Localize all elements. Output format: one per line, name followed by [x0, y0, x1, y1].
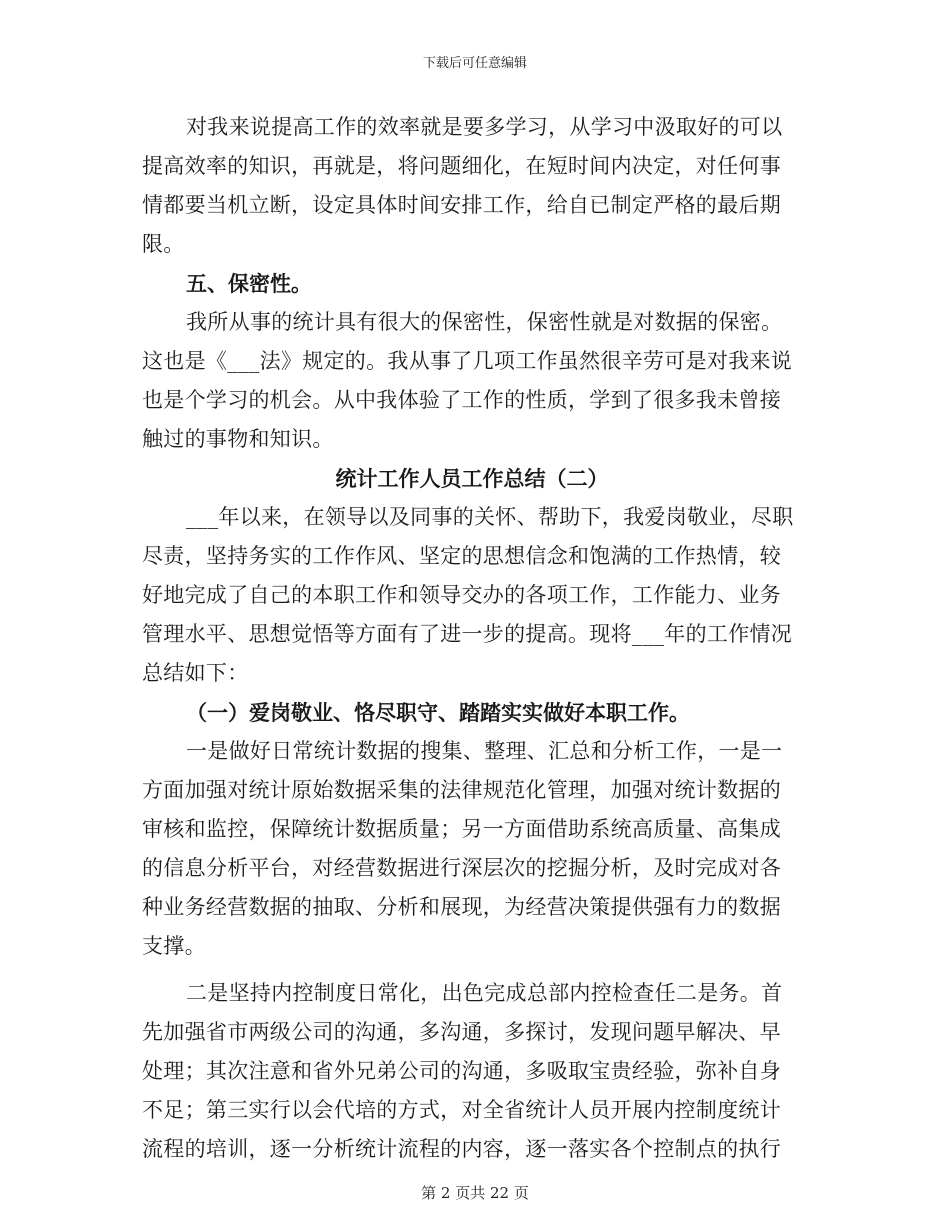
- text-line: 尽责，坚持务实的工作作风、坚定的思想信念和饱满的工作热情，较: [142, 544, 781, 568]
- document-title: 统计工作人员工作总结（二）: [335, 466, 609, 491]
- text-line: 处理；其次注意和省外兄弟公司的沟通，多吸取宝贵经验，弥补自身: [142, 1059, 781, 1083]
- text-line: 一是做好日常统计数据的搜集、整理、汇总和分析工作，一是一: [186, 739, 783, 763]
- text-line: 总结如下：: [142, 661, 249, 685]
- text-line: 对我来说提高工作的效率就是要多学习，从学习中汲取好的可以: [186, 115, 783, 139]
- text-line: 流程的培训，逐一分析统计流程的内容，逐一落实各个控制点的执行: [142, 1137, 781, 1161]
- document-body: [142, 108, 802, 1169]
- text-line: 支撑。: [142, 934, 206, 958]
- text-line: 二是坚持内控制度日常化，出色完成总部内控检查任二是务。首: [186, 981, 783, 1005]
- text-line: 种业务经营数据的抽取、分析和展现，为经营决策提供强有力的数据: [142, 895, 781, 919]
- text-line: 的信息分析平台，对经营数据进行深层次的挖掘分析，及时完成对各: [142, 856, 781, 880]
- paragraph-intro: [142, 498, 802, 693]
- section-heading-dedication: （一）爱岗敬业、恪尽职守、踏踏实实做好本职工作。: [186, 700, 690, 725]
- text-line: 不足；第三实行以会代培的方式，对全省统计人员开展内控制度统计: [142, 1098, 781, 1122]
- paragraph-efficiency: [142, 108, 802, 264]
- paragraph-confidentiality: [142, 303, 802, 459]
- text-line: 我所从事的统计具有很大的保密性，保密性就是对数据的保密。: [186, 310, 783, 334]
- text-line: 方面加强对统计原始数据采集的法律规范化管理，加强对统计数据的: [142, 778, 781, 802]
- section-heading-confidentiality: 五、保密性。: [186, 271, 312, 296]
- text-line: 这也是《___法》规定的。我从事了几项工作虽然很辛劳可是对我来说: [142, 349, 793, 373]
- text-line: ___年以来，在领导以及同事的关怀、帮助下，我爱岗敬业，尽职: [186, 505, 794, 529]
- page-header: 下载后可任意编辑: [422, 56, 527, 71]
- text-line: 也是个学习的机会。从中我体验了工作的性质，学到了很多我未曾接: [142, 388, 781, 412]
- text-line: 触过的事物和知识。: [142, 427, 334, 451]
- text-line: 管理水平、思想觉悟等方面有了进一步的提高。现将___年的工作情况: [142, 622, 793, 646]
- text-line: 好地完成了自己的本职工作和领导交办的各项工作，工作能力、业务: [142, 583, 781, 607]
- text-line: 提高效率的知识，再就是，将问题细化，在短时间内决定，对任何事: [142, 154, 781, 178]
- text-line: 限。: [142, 232, 185, 256]
- text-line: 情都要当机立断，设定具体时间安排工作，给自已制定严格的最后期: [142, 193, 781, 217]
- paragraph-statistics-work: [142, 732, 802, 966]
- paragraph-internal-control: [142, 974, 802, 1169]
- text-line: 审核和监控，保障统计数据质量；另一方面借助系统高质量、高集成: [142, 817, 781, 841]
- page-footer: 第 2 页共 22 页: [421, 1184, 529, 1202]
- text-line: 先加强省市两级公司的沟通，多沟通，多探讨，发现问题早解决、早: [142, 1020, 781, 1044]
